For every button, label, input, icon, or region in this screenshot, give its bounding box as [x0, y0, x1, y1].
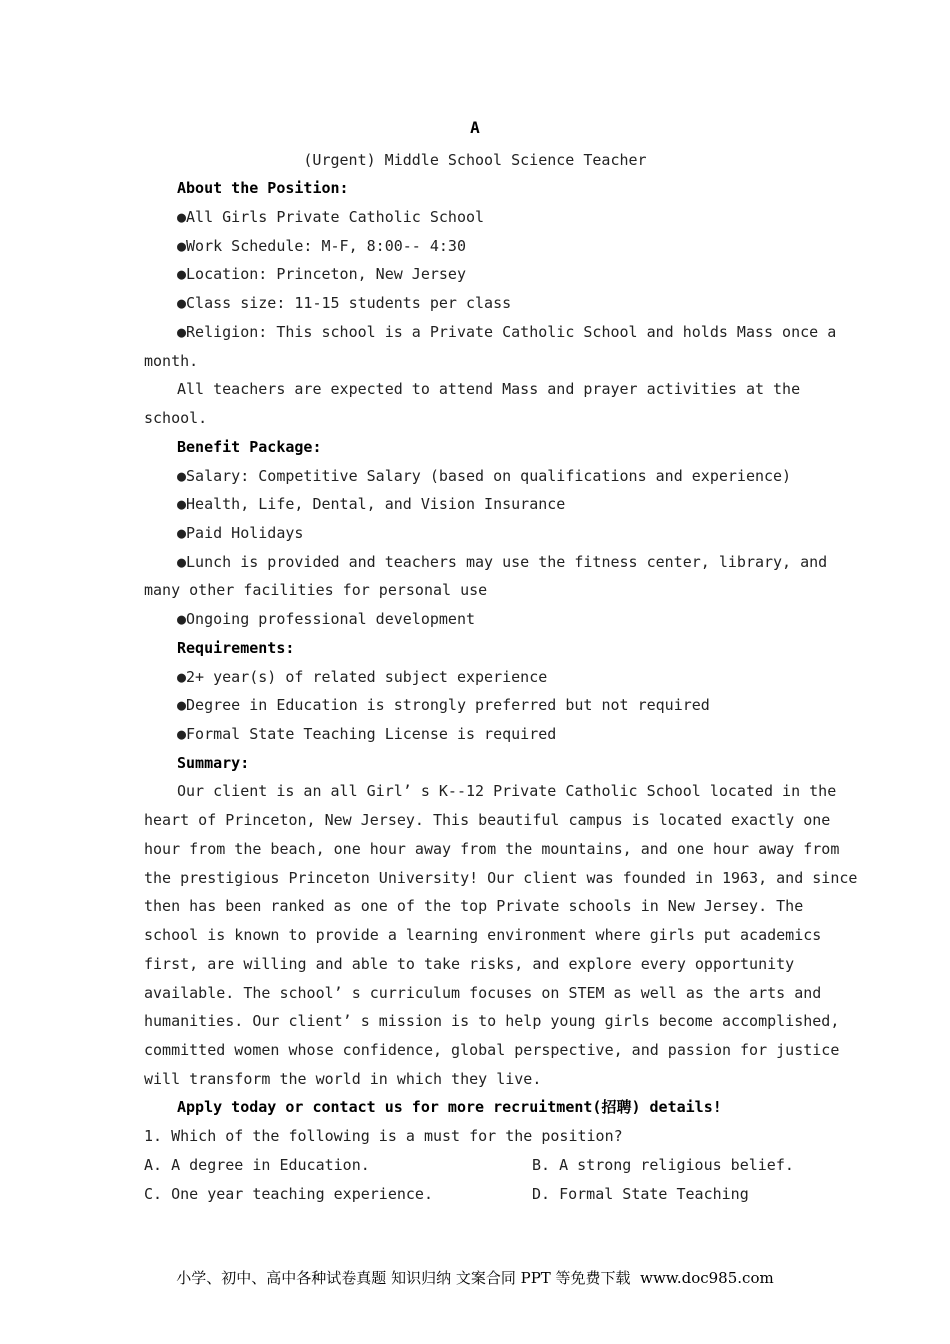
summary-line: then has been ranked as one of the top Private schools in New Jersey. The — [144, 897, 804, 915]
about-bullet: ●Class size: 11-15 students per class — [177, 294, 512, 312]
benefit-bullet: ●Salary: Competitive Salary (based on qualifications and experience) — [177, 467, 792, 485]
summary-line: school is known to provide a learning environment where girls put academics — [144, 926, 822, 944]
benefit-bullet: ●Paid Holidays — [177, 524, 304, 542]
requirement-bullet: ●2+ year(s) of related subject experience — [177, 668, 548, 686]
option-a: A. A degree in Education. — [144, 1156, 370, 1174]
summary-line: available. The school’ s curriculum focuses on STEM as well as the arts and — [144, 984, 822, 1002]
about-bullet: ●Location: Princeton, New Jersey — [177, 265, 466, 283]
benefits-label: Benefit Package: — [177, 438, 322, 456]
summary-line: first, are willing and able to take risks, and explore every opportunity — [144, 955, 795, 973]
mass-line: All teachers are expected to attend Mass and prayer activities at the — [177, 380, 801, 398]
apply-line: Apply today or contact us for more recruitment(招聘) details! — [177, 1098, 722, 1116]
summary-line: committed women whose confidence, global perspective, and passion for justice — [144, 1041, 840, 1059]
development-bullet: ●Ongoing professional development — [177, 610, 476, 628]
summary-line: Our client is an all Girl’ s K--12 Private Catholic School located in the — [177, 782, 837, 800]
summary-line: hour from the beach, one hour away from the mountains, and one hour away from — [144, 840, 840, 858]
summary-line: humanities. Our client’ s mission is to help young girls become accomplished, — [144, 1012, 840, 1030]
mass-line-cont: school. — [144, 409, 208, 427]
requirement-bullet: ●Degree in Education is strongly preferred but not required — [177, 696, 710, 714]
benefit-bullet: ●Health, Life, Dental, and Vision Insurance — [177, 495, 566, 513]
requirement-bullet: ●Formal State Teaching License is required — [177, 725, 557, 743]
religion-line-cont: month. — [144, 352, 199, 370]
question-stem: 1. Which of the following is a must for the position? — [144, 1127, 623, 1145]
lunch-line-cont: many other facilities for personal use — [144, 581, 488, 599]
summary-line: heart of Princeton, New Jersey. This beautiful campus is located exactly one — [144, 811, 831, 829]
summary-line: will transform the world in which they live. — [144, 1070, 542, 1088]
lunch-line: ●Lunch is provided and teachers may use the fitness center, library, and — [177, 553, 828, 571]
about-bullet: ●All Girls Private Catholic School — [177, 208, 485, 226]
about-label: About the Position: — [177, 179, 349, 197]
requirements-label: Requirements: — [177, 639, 295, 657]
summary-label: Summary: — [177, 754, 250, 772]
job-title: (Urgent) Middle School Science Teacher — [303, 151, 647, 169]
religion-line: ●Religion: This school is a Private Catholic School and holds Mass once a — [177, 323, 837, 341]
section-heading: A — [470, 118, 480, 137]
option-b: B. A strong religious belief. — [532, 1156, 794, 1174]
footer-text: 小学、初中、高中各种试卷真题 知识归纳 文案合同 PPT 等免费下载 www.doc985.com — [176, 1269, 774, 1287]
about-bullet: ●Work Schedule: M-F, 8:00-- 4:30 — [177, 237, 466, 255]
option-d: D. Formal State Teaching — [532, 1185, 749, 1203]
option-c: C. One year teaching experience. — [144, 1185, 433, 1203]
summary-line: the prestigious Princeton University! Our client was founded in 1963, and since — [144, 869, 858, 887]
